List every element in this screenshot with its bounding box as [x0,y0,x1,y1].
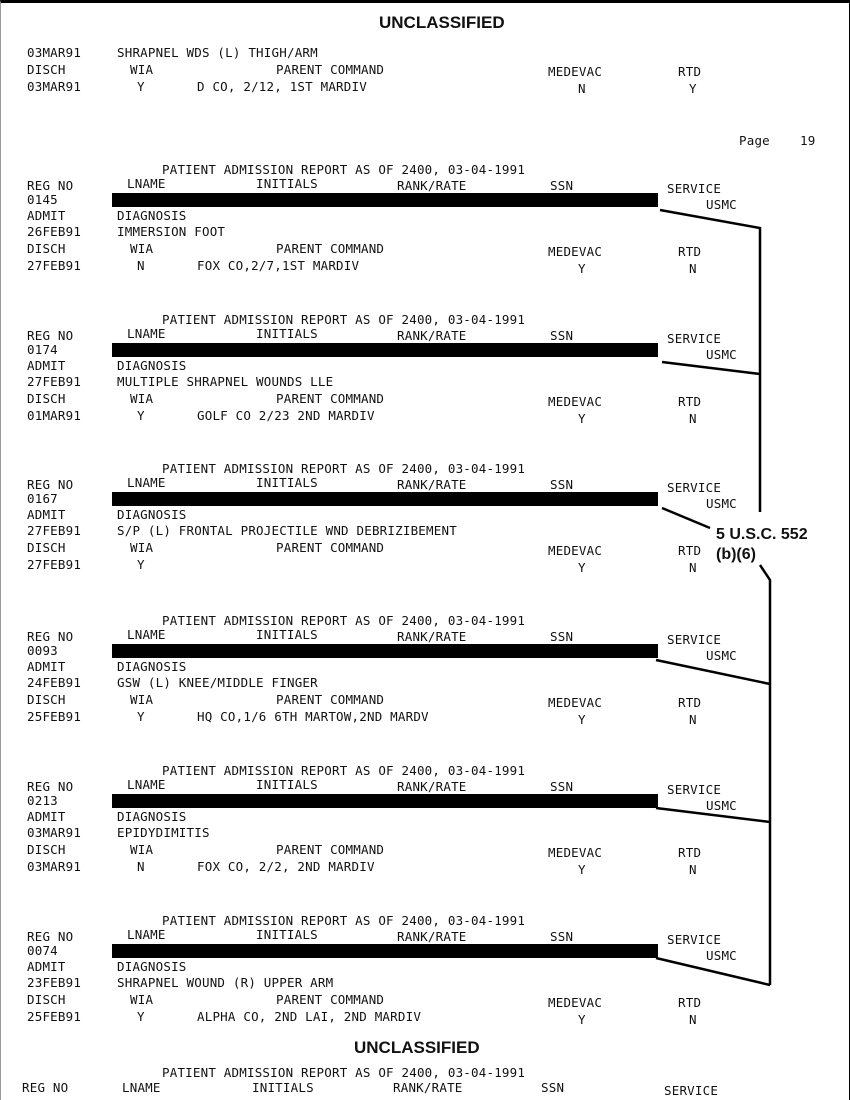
disch-date: 25FEB91 [27,1009,82,1024]
medevac-value: N [578,81,586,96]
lname-label: LNAME [127,777,166,792]
disch-date: 03MAR91 [27,859,82,874]
lname-label: LNAME [127,627,166,642]
rank-rate-label: RANK/RATE [393,1080,463,1095]
service-label: SERVICE [667,331,722,346]
service-label: SERVICE [667,480,722,495]
disch-date: 27FEB91 [27,557,82,572]
reg-no-label: REG NO [27,477,74,492]
reg-no-value: 0167 [27,491,58,506]
parent-command-label: PARENT COMMAND [276,842,385,857]
ssn-label: SSN [541,1080,565,1095]
lname-label: LNAME [127,475,166,490]
disch-date: 25FEB91 [27,709,82,724]
diagnosis-label: DIAGNOSIS [117,809,187,824]
wia-label: WIA [130,992,154,1007]
admit-date: 27FEB91 [27,374,82,389]
lname-label: LNAME [127,326,166,341]
parent-command-value: HQ CO,1/6 6TH MARTOW,2ND MARDV [197,709,429,724]
diagnosis-label: DIAGNOSIS [117,659,187,674]
diagnosis-label: DIAGNOSIS [117,208,187,223]
exemption-subsection: (b)(6) [716,546,756,563]
service-label: SERVICE [667,782,722,797]
parent-command-label: PARENT COMMAND [276,62,385,77]
rtd-value: N [689,862,697,877]
diagnosis-text: IMMERSION FOOT [117,224,226,239]
admit-label: ADMIT [27,507,66,522]
parent-command-value: FOX CO,2/7,1ST MARDIV [197,258,360,273]
diagnosis-text: MULTIPLE SHRAPNEL WOUNDS LLE [117,374,334,389]
report-title: PATIENT ADMISSION REPORT AS OF 2400, 03-04-1991 [162,1065,526,1080]
reg-no-value: 0145 [27,192,58,207]
rank-rate-label: RANK/RATE [397,779,467,794]
service-label: SERVICE [664,1083,719,1098]
page-number: 19 [800,133,816,148]
parent-command-value: ALPHA CO, 2ND LAI, 2ND MARDIV [197,1009,422,1024]
service-value: USMC [706,347,737,362]
diagnosis-text: SHRAPNEL WOUND (R) UPPER ARM [117,975,334,990]
reg-no-label: REG NO [27,629,74,644]
admit-date: 03MAR91 [27,825,82,840]
reg-no-label: REG NO [27,779,74,794]
medevac-value: Y [578,862,586,877]
ssn-label: SSN [550,929,574,944]
disch-date: 27FEB91 [27,258,82,273]
disch-date: 01MAR91 [27,408,82,423]
initials-label: INITIALS [256,627,318,642]
disch-label: DISCH [27,692,66,707]
diagnosis-label: DIAGNOSIS [117,959,187,974]
wia-value: Y [137,408,145,423]
rtd-value: N [689,261,697,276]
initials-label: INITIALS [256,927,318,942]
report-title: PATIENT ADMISSION REPORT AS OF 2400, 03-04-1991 [162,613,526,628]
diagnosis-label: DIAGNOSIS [117,358,187,373]
service-label: SERVICE [667,932,722,947]
parent-command-label: PARENT COMMAND [276,391,385,406]
disch-label: DISCH [27,391,66,406]
diagnosis-label: DIAGNOSIS [117,507,187,522]
admit-label: ADMIT [27,959,66,974]
admit-label: ADMIT [27,358,66,373]
service-value: USMC [706,648,737,663]
wia-label: WIA [130,842,154,857]
admit-date: 26FEB91 [27,224,82,239]
reg-no-label: REG NO [27,328,74,343]
reg-no-label: REG NO [27,178,74,193]
medevac-label: MEDEVAC [548,244,603,259]
ssn-label: SSN [550,178,574,193]
rank-rate-label: RANK/RATE [397,929,467,944]
rank-rate-label: RANK/RATE [397,178,467,193]
parent-command-value: FOX CO, 2/2, 2ND MARDIV [197,859,375,874]
service-value: USMC [706,948,737,963]
report-title: PATIENT ADMISSION REPORT AS OF 2400, 03-04-1991 [162,763,526,778]
rtd-label: RTD [678,64,702,79]
service-value: USMC [706,798,737,813]
initials-label: INITIALS [256,326,318,341]
rtd-value: N [689,712,697,727]
service-value: USMC [706,197,737,212]
disch-label: DISCH [27,62,66,77]
wia-label: WIA [130,391,154,406]
lname-label: LNAME [127,927,166,942]
rtd-label: RTD [678,394,702,409]
reg-no-label: REG NO [22,1080,69,1095]
disch-label: DISCH [27,842,66,857]
service-value: USMC [706,496,737,511]
report-title: PATIENT ADMISSION REPORT AS OF 2400, 03-04-1991 [162,162,526,177]
wia-value: Y [137,79,145,94]
initials-label: INITIALS [256,777,318,792]
reg-no-value: 0213 [27,793,58,808]
classification-banner-top: UNCLASSIFIED [379,13,505,32]
wia-label: WIA [130,241,154,256]
medevac-value: Y [578,560,586,575]
parent-command-label: PARENT COMMAND [276,241,385,256]
reg-no-value: 0074 [27,943,58,958]
initials-label: INITIALS [252,1080,314,1095]
medevac-label: MEDEVAC [548,845,603,860]
rtd-label: RTD [678,244,702,259]
rank-rate-label: RANK/RATE [397,328,467,343]
page-label: Page [739,133,770,148]
diagnosis-text: SHRAPNEL WDS (L) THIGH/ARM [117,45,318,60]
wia-value: N [137,258,145,273]
disch-label: DISCH [27,241,66,256]
disch-date: 03MAR91 [27,79,82,94]
parent-command-value: D CO, 2/12, 1ST MARDIV [197,79,367,94]
admit-date: 03MAR91 [27,45,82,60]
rank-rate-label: RANK/RATE [397,477,467,492]
rtd-label: RTD [678,995,702,1010]
rank-rate-label: RANK/RATE [397,629,467,644]
reg-no-value: 0174 [27,342,58,357]
service-label: SERVICE [667,632,722,647]
rtd-label: RTD [678,543,702,558]
lname-label: LNAME [122,1080,161,1095]
initials-label: INITIALS [256,475,318,490]
report-title: PATIENT ADMISSION REPORT AS OF 2400, 03-04-1991 [162,461,526,476]
medevac-value: Y [578,712,586,727]
rtd-label: RTD [678,845,702,860]
medevac-label: MEDEVAC [548,995,603,1010]
rtd-value: Y [689,81,697,96]
rtd-value: N [689,1012,697,1027]
report-title: PATIENT ADMISSION REPORT AS OF 2400, 03-04-1991 [162,312,526,327]
wia-label: WIA [130,62,154,77]
wia-value: Y [137,557,145,572]
medevac-value: Y [578,1012,586,1027]
medevac-value: Y [578,411,586,426]
admit-date: 27FEB91 [27,523,82,538]
rtd-value: N [689,560,697,575]
rtd-label: RTD [678,695,702,710]
reg-no-label: REG NO [27,929,74,944]
diagnosis-text: EPIDYDIMITIS [117,825,210,840]
diagnosis-text: S/P (L) FRONTAL PROJECTILE WND DEBRIZIBEMENT [117,523,457,538]
initials-label: INITIALS [256,176,318,191]
admit-label: ADMIT [27,208,66,223]
medevac-value: Y [578,261,586,276]
diagnosis-text: GSW (L) KNEE/MIDDLE FINGER [117,675,318,690]
service-label: SERVICE [667,181,722,196]
parent-command-value: GOLF CO 2/23 2ND MARDIV [197,408,375,423]
parent-command-label: PARENT COMMAND [276,992,385,1007]
disch-label: DISCH [27,992,66,1007]
exemption-citation: 5 U.S.C. 552 [716,526,808,543]
wia-label: WIA [130,540,154,555]
ssn-label: SSN [550,328,574,343]
report-title: PATIENT ADMISSION REPORT AS OF 2400, 03-04-1991 [162,913,526,928]
rtd-value: N [689,411,697,426]
ssn-label: SSN [550,629,574,644]
admit-date: 23FEB91 [27,975,82,990]
parent-command-label: PARENT COMMAND [276,692,385,707]
admit-label: ADMIT [27,659,66,674]
medevac-label: MEDEVAC [548,394,603,409]
lname-label: LNAME [127,176,166,191]
parent-command-label: PARENT COMMAND [276,540,385,555]
admit-label: ADMIT [27,809,66,824]
wia-value: N [137,859,145,874]
admit-date: 24FEB91 [27,675,82,690]
medevac-label: MEDEVAC [548,543,603,558]
ssn-label: SSN [550,477,574,492]
wia-value: Y [137,709,145,724]
classification-banner-bottom: UNCLASSIFIED [354,1038,480,1057]
disch-label: DISCH [27,540,66,555]
ssn-label: SSN [550,779,574,794]
medevac-label: MEDEVAC [548,695,603,710]
medevac-label: MEDEVAC [548,64,603,79]
reg-no-value: 0093 [27,643,58,658]
wia-value: Y [137,1009,145,1024]
wia-label: WIA [130,692,154,707]
